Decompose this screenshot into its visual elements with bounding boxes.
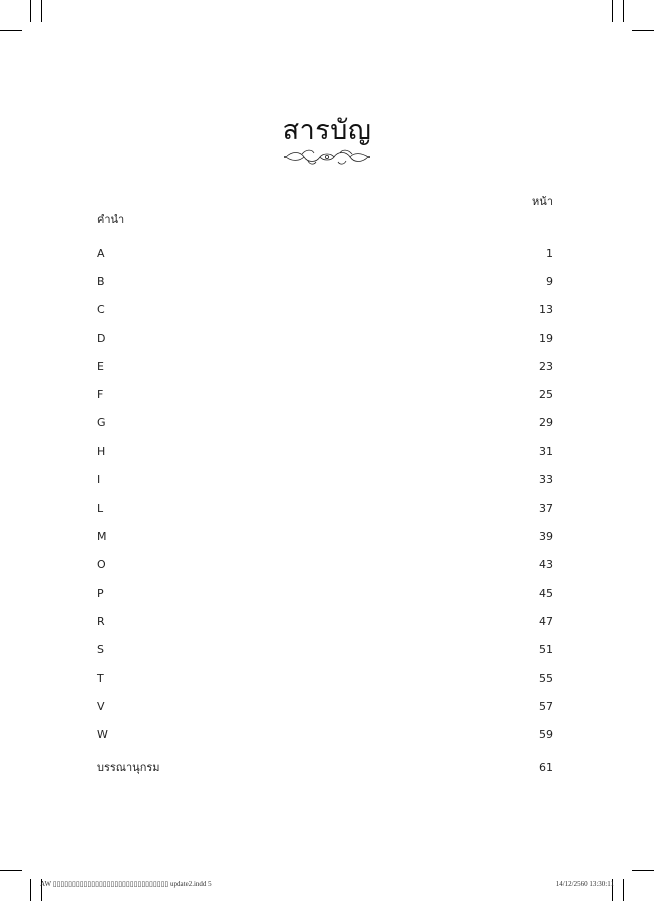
toc-label: S xyxy=(97,642,104,656)
toc-row xyxy=(97,613,553,629)
toc-label: M xyxy=(97,529,107,543)
toc-row xyxy=(97,443,553,459)
footer-timestamp: 14/12/2560 13:30:11 xyxy=(555,880,614,888)
toc-page: 1 xyxy=(546,246,553,260)
toc-page: 33 xyxy=(539,472,553,486)
toc-page: 61 xyxy=(539,760,553,774)
toc-page: 45 xyxy=(539,586,553,600)
toc-row xyxy=(97,641,553,657)
toc-row xyxy=(97,698,553,714)
toc-page: 47 xyxy=(539,614,553,628)
toc-label: W xyxy=(97,727,108,741)
toc-label: G xyxy=(97,415,106,429)
toc-label: บรรณานุกรม xyxy=(97,761,160,774)
toc-row xyxy=(97,726,553,742)
toc-page: 39 xyxy=(539,529,553,543)
toc-page: 9 xyxy=(546,274,553,288)
page-title: สารบัญ xyxy=(282,115,372,146)
toc-label: B xyxy=(97,274,105,288)
toc-page: 23 xyxy=(539,359,553,373)
toc-row xyxy=(97,414,553,430)
toc-page: 57 xyxy=(539,699,553,713)
toc-label: L xyxy=(97,501,104,515)
footer-file-slug: AW ▯▯▯▯▯▯▯▯▯▯▯▯▯▯▯▯▯▯▯▯▯▯▯▯▯▯▯▯▯▯ update2.indd 5 xyxy=(40,880,212,888)
toc-row xyxy=(97,556,553,572)
toc-label: I xyxy=(97,472,101,486)
toc-label: O xyxy=(97,557,106,571)
toc-label: V xyxy=(97,699,105,713)
toc-row xyxy=(97,245,553,261)
toc-row xyxy=(97,585,553,601)
toc-row xyxy=(97,358,553,374)
toc-label: A xyxy=(97,246,105,260)
toc-page: 29 xyxy=(539,415,553,429)
toc-intro: คำนำ xyxy=(97,213,125,226)
toc-row xyxy=(97,386,553,402)
toc-row xyxy=(97,670,553,686)
toc-page: 31 xyxy=(539,444,553,458)
toc-page: 51 xyxy=(539,642,553,656)
ornament-divider-icon xyxy=(282,145,372,169)
toc-page: 13 xyxy=(539,302,553,316)
toc-row xyxy=(97,528,553,544)
toc-row xyxy=(97,471,553,487)
toc-page: 55 xyxy=(539,671,553,685)
toc-label: F xyxy=(97,387,104,401)
toc-label: C xyxy=(97,302,105,316)
toc-label: R xyxy=(97,614,105,628)
toc-label: H xyxy=(97,444,106,458)
toc-page: 43 xyxy=(539,557,553,571)
toc-label: D xyxy=(97,331,106,345)
toc-label: P xyxy=(97,586,104,600)
toc-page: 25 xyxy=(539,387,553,401)
page-column-header: หน้า xyxy=(532,195,553,208)
toc-row xyxy=(97,759,553,775)
toc-label: T xyxy=(97,671,104,685)
toc-label: E xyxy=(97,359,104,373)
toc-page: 59 xyxy=(539,727,553,741)
toc-row xyxy=(97,500,553,516)
toc-row xyxy=(97,273,553,289)
toc-page: 37 xyxy=(539,501,553,515)
toc-row xyxy=(97,301,553,317)
toc-row xyxy=(97,330,553,346)
toc-page: 19 xyxy=(539,331,553,345)
